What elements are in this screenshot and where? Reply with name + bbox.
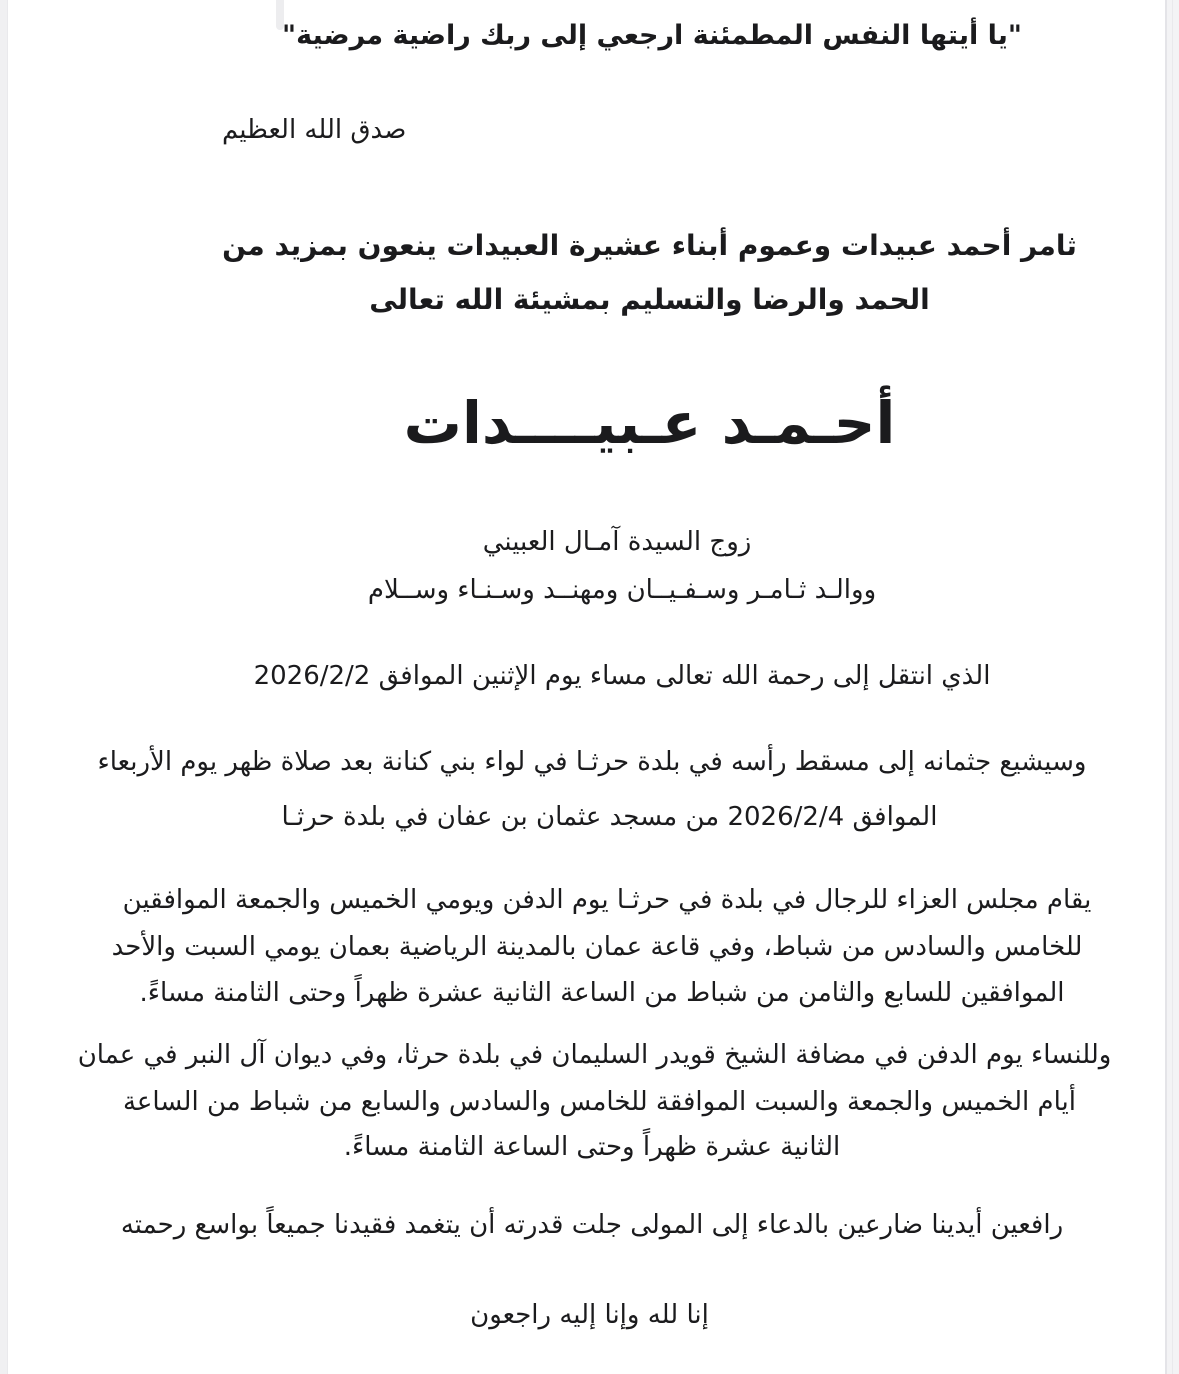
funeral-procession-line-1: وسيشيع جثمانه إلى مسقط رأسه في بلدة حرثـا في لواء بني كنانة بعد صلاة ظهر يوم الأربعاء xyxy=(97,747,1087,777)
spouse-line: زوج السيدة آمـال العبيني xyxy=(482,527,752,557)
verse-attribution: صدق الله العظيم xyxy=(222,115,407,145)
deceased-name: أحـمـد عـبيــــدات xyxy=(403,389,896,457)
announcement-line-2: الحمد والرضا والتسليم بمشيئة الله تعالى xyxy=(369,283,930,316)
children-line: ووالـد ثـامـر وسـفـيــان ومهنــد وسـنـاء وســلام xyxy=(367,575,877,605)
quran-verse: "يا أيتها النفس المطمئنة ارجعي إلى ربك راضية مرضية" xyxy=(282,20,1022,51)
closing-istirja-line: إنا لله وإنا إليه راجعون xyxy=(470,1300,709,1330)
women-condolences-line-3: الثانية عشرة ظهراً وحتى الساعة الثامنة مساءً. xyxy=(343,1132,841,1162)
men-condolences-line-2: للخامس والسادس من شباط، وفي قاعة عمان بالمدينة الرياضية بعمان يومي السبت والأحد xyxy=(111,932,1083,962)
announcement-line-1: ثامر أحمد عبيدات وعموم أبناء عشيرة العبيدات ينعون بمزيد من xyxy=(222,229,1077,262)
women-condolences-line-1: وللنساء يوم الدفن في مضافة الشيخ قويدر السليمان في بلدة حرثا، وفي ديوان آل النبر في عمان xyxy=(77,1040,1112,1070)
women-condolences-line-2: أيام الخميس والجمعة والسبت الموافقة للخامس والسادس والسابع من شباط من الساعة xyxy=(122,1087,1077,1117)
men-condolences-line-1: يقام مجلس العزاء للرجال في بلدة في حرثـا يوم الدفن ويومي الخميس والجمعة الموافقين xyxy=(122,885,1092,915)
men-condolences-line-3: الموافقين للسابع والثامن من شباط من الساعة الثانية عشرة ظهراً وحتى الثامنة مساءً. xyxy=(139,978,1065,1008)
page-left-scan-edge xyxy=(0,0,8,1374)
death-date-line: الذي انتقل إلى رحمة الله تعالى مساء يوم الإثنين الموافق 2026/2/2 xyxy=(253,661,991,691)
funeral-procession-line-2: الموافق 2026/2/4 من مسجد عثمان بن عفان في بلدة حرثـا xyxy=(281,802,938,832)
prayer-line: رافعين أيدينا ضارعين بالدعاء إلى المولى جلت قدرته أن يتغمد فقيدنا جميعاً بواسع رحمته xyxy=(120,1210,1064,1240)
